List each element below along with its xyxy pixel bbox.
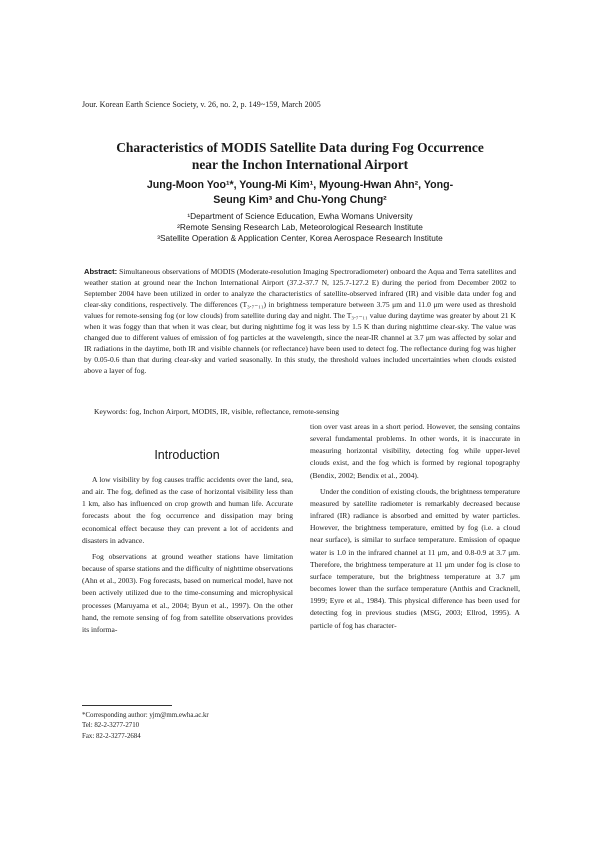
paper-title-line-2: near the Inchon International Airport: [191, 157, 409, 172]
paper-title-line-1: Characteristics of MODIS Satellite Data during Fog Occurrence: [116, 140, 484, 155]
abstract-label: Abstract:: [84, 267, 118, 276]
author-list: Jung-Moon Yoo¹*, Young-Mi Kim¹, Myoung-Hwan Ahn², Yong-Seung Kim³ and Chu-Yong Chung²: [146, 179, 454, 206]
fax: Fax: 82-2-3277-2684: [82, 732, 141, 740]
footnote-divider: [82, 705, 172, 706]
corresponding-author: *Corresponding author: yjm@mm.ewha.ac.kr: [82, 712, 209, 719]
body-column-left: [82, 474, 293, 636]
paragraph: tion over vast areas in a short period. However, the sensing contains several fundamental problems. In other words, it is inaccurate in measuring horizontal visibility, detecting fog while upper-level clouds exist, and the fog which is formed by regional topography (Bendix, 2002; Bendix et al., 2004).: [310, 422, 520, 480]
paragraph: Under the condition of existing clouds, the brightness temperature measured by satellite radiometer is remarkably decreased because infrared (IR) radiance is absorbed and emitted by water particles. However, the brightness temperature, emitted by fog (i.e. a cloud near surface), is similar to surface temperature. Emission of opaque water is 1.0 in the infrared channel at 11 μm, and 0.8-0.9 at 3.7 μm. Therefore, the brightness temperature at 11 μm under fog is close to surface temperature, but the brightness temperature at 3.7 μm becomes lower than the surface temperature (Anthis and Cracknell, 1999; Eyre et al., 1984). This physical difference has been used for detecting fog in previous studies (MSG, 2003; Ellrod, 1995). A particle of fog has character-: [310, 486, 520, 630]
section-heading-introduction: Introduction: [154, 448, 220, 462]
affiliation-1: ¹Department of Science Education, Ewha Womans University: [187, 211, 413, 221]
paragraph: Fog observations at ground weather stations have limitation because of sparse stations and the difficulty of nighttime observations (Ahn et al., 2003). Fog forecasts, based on numerical model, have not been actively utilized due to the time-consuming and microphysical processes (Maruyama et al., 2004; Byun et al., 1997). On the other hand, the remote sensing of fog from satellite observations provides its informa-: [82, 551, 293, 634]
telephone: Tel: 82-2-3277-2710: [82, 722, 140, 730]
abstract-text: Simultaneous observations of MODIS (Moderate-resolution Imaging Spectroradiometer) onboard the Aqua and Terra satellites and weather station at ground near the Inchon International Airport (37.2-37.7 N, 125.7-127.2 E) during the period from December 2002 to September 2004 have been utilized in order to analyze the characteristics of satellite-observed infrared (IR) and visible data under fog and clear-sky conditions, respectively. The differences (T₃.₇₋₁₁) in brightness temperature between 3.75 μm and 11.0 μm were used as threshold values for remote-sensing fog (or low clouds) from satellite during day and night. The T₃.₇₋₁₁ value during daytime was greater by about 21 K when it was foggy than that when it was clear, but during nighttime fog it was less by 1.5 K than during nighttime clear-sky. The value was changed due to different values of emission of fog particles at the wavelength, since the near-IR channel at 3.7 μm was affected by solar and IR radiations in the daytime, both IR and visible channels (or reflectance) have been used to detect fog. The reflectance during fog was higher by 0.05-0.6 than that during clear-sky and varied seasonally. In this study, the threshold values included uncertainties when clouds existed above a layer of fog.: [84, 267, 516, 376]
abstract: [84, 266, 516, 376]
keywords: Keywords: fog, Inchon Airport, MODIS, IR, visible, reflectance, remote-sensing: [94, 407, 340, 416]
paragraph: A low visibility by fog causes traffic accidents over the land, sea, and air. The fog, defined as the case of horizontal visibility less than 1 km, also has influenced on crop growth and human life. Accurate forecasts about the fog occurrence and dissipation may bring economical effect because they can prevent a lot of accidents and disasters in advance.: [82, 475, 293, 545]
body-column-right: [310, 421, 520, 632]
footnote: [82, 711, 293, 742]
affiliation-3: ³Satellite Operation & Application Center, Korea Aerospace Research Institute: [157, 233, 443, 243]
journal-citation: Jour. Korean Earth Science Society, v. 26, no. 2, p. 149~159, March 2005: [82, 100, 321, 109]
affiliation-2: ²Remote Sensing Research Lab, Meteorological Research Institute: [177, 222, 423, 232]
